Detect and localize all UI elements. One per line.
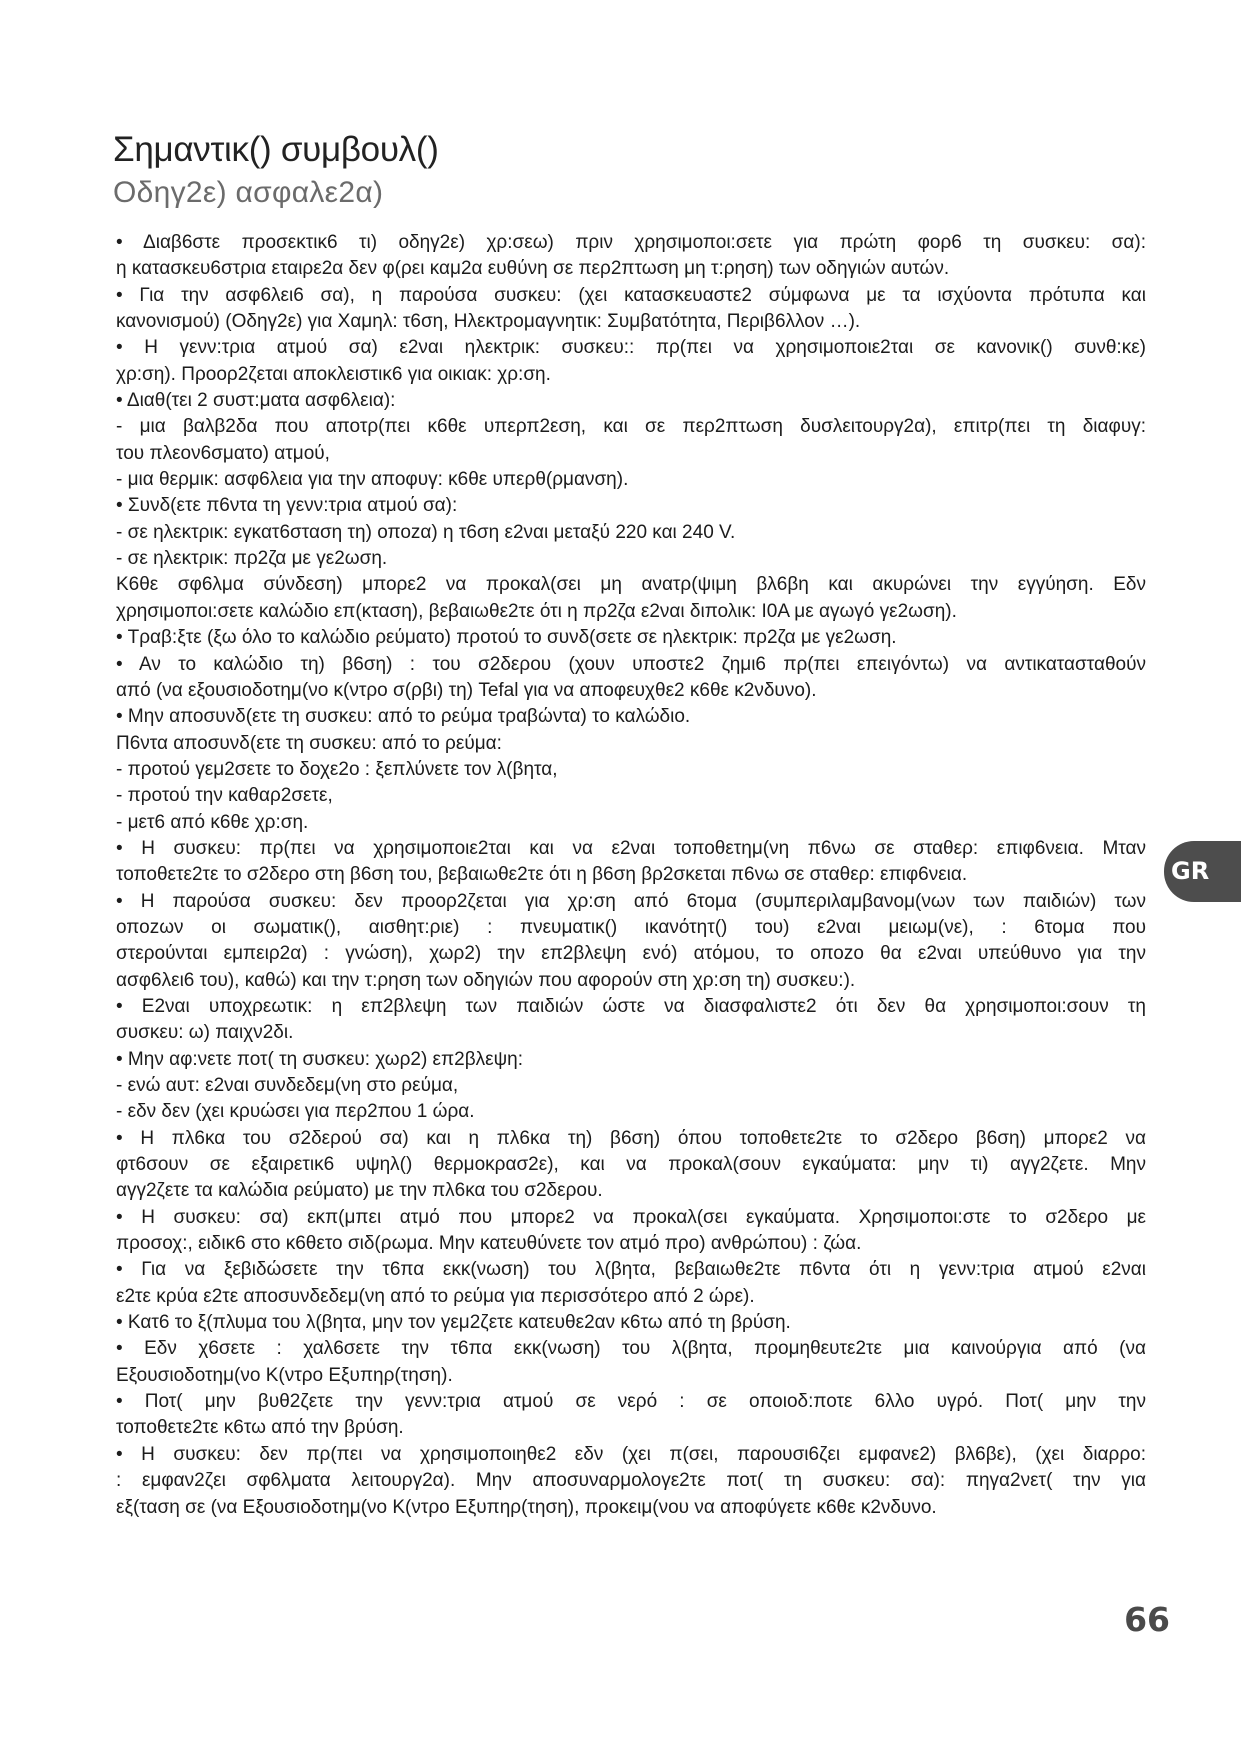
section-header xyxy=(113,128,1143,212)
page-number: 66 xyxy=(1124,1600,1170,1639)
body-line: - προτού την καθαρ2σετε, xyxy=(116,785,333,807)
body-line: • Ποτ( μην βυθ2ζετε την γενν:τρια ατμού σε νερό : σε οποιοδ:ποτε 6λλο υγρό. Ποτ( μην την xyxy=(116,1391,1146,1413)
body-line: • Μην αποσυνδ(ετε τη συσκευ: από το ρεύμα τραβώντα) το καλώδιο. xyxy=(116,706,691,728)
body-line: • Για να ξεβιδώσετε την τ6πα εκκ(νωση) του λ(βητα, βεβαιωθε2τε π6ντα ότι η γενν:τρια ατμού ε2ναι xyxy=(116,1259,1146,1281)
body-line: από (να εξουσιοδοτημ(νο κ(ντρο σ(ρβι) τη) Tefal για να αποφευχθε2 κ6θε κ2νδυνο). xyxy=(116,679,817,701)
body-line: χρ:ση). Προορ2ζεται αποκλειστικ6 για οικιακ: χρ:ση. xyxy=(116,363,551,385)
body-line: • Εδν χ6σετε : χαλ6σετε την τ6πα εκκ(νωση) του λ(βητα, προμηθευτε2τε μια καινούργια από (να xyxy=(116,1338,1146,1360)
body-line: • Η συσκευ: σα) εκπ(μπει ατμό που μπορε2 να προκαλ(σει εγκαύματα. Χρησιμοποι:στε το σ2δερο με xyxy=(116,1206,1146,1228)
body-line: η κατασκευ6στρια εταιρε2α δεν φ(ρει καμ2α ευθύνη σε περ2πτωση μη τ:ρηση) των οδηγιών αυτών. xyxy=(116,258,950,280)
page-title: Σημαντικ() συμβουλ() xyxy=(113,130,439,169)
body-line: τοποθετε2τε το σ2δερο στη β6ση του, βεβαιωθε2τε ότι η β6ση βρ2σκεται π6νω σε σταθερ: επιφ6νεια. xyxy=(116,864,968,886)
body-line: • Η συσκευ: δεν πρ(πει να χρησιμοποιηθε2 εδν (χει π(σει, παρουσι6ζει εμφανε2) βλ6βε), (χει διαρρο: xyxy=(116,1443,1146,1465)
body-line: - μια βαλβ2δα που αποτρ(πει κ6θε υπερπ2εση, και σε περ2πτωση δυσλειτουργ2α), επιτρ(πει τη διαφυγ: xyxy=(116,416,1146,438)
body-line: - σε ηλεκτρικ: εγκατ6σταση τη) οποzα) η τ6ση ε2ναι μεταξύ 220 και 240 V. xyxy=(116,521,736,543)
body-line: • Συνδ(ετε π6ντα τη γενν:τρια ατμού σα): xyxy=(116,495,458,517)
body-line: - μετ6 από κ6θε χρ:ση. xyxy=(116,811,309,833)
body-line: - ενώ αυτ: ε2ναι συνδεδεμ(νη στο ρεύμα, xyxy=(116,1075,459,1096)
body-line: Κ6θε σφ6λμα σύνδεση) μπορε2 να προκαλ(σει μη ανατρ(ψιμη βλ6βη και ακυρώνει την εγγύηση. Εδν xyxy=(116,574,1146,596)
body-line: ε2τε κρύα ε2τε αποσυνδεδεμ(νη από το ρεύμα για περισσότερο από 2 ώρε). xyxy=(116,1285,755,1307)
body-line: φτ6σουν σε εξαιρετικ6 υψηλ() θερμοκρασ2ε), και να προκαλ(σουν εγκαύματα: μην τι) αγγ2ζετε. Μην xyxy=(116,1154,1146,1176)
body-line: • Κατ6 το ξ(πλυμα του λ(βητα, μην τον γεμ2ζετε κατευθε2αν κ6τω από τη βρύση. xyxy=(116,1312,791,1334)
body-line: • Η συσκευ: πρ(πει να χρησιμοποιε2ται και να ε2ναι τοποθετημ(νη π6νω σε σταθερ: επιφ6νεια. Μταν xyxy=(116,837,1146,859)
body-line: • Ε2ναι υποχρεωτικ: η επ2βλεψη των παιδιών ώστε να διασφαλιστε2 ότι δεν θα χρησιμοποι:σουν τη xyxy=(116,995,1146,1017)
body-line: του πλεον6σματο) ατμού, xyxy=(116,442,330,464)
body-line: - σε ηλεκτρικ: πρ2ζα με γε2ωση. xyxy=(116,548,388,570)
body-line: Π6ντα αποσυνδ(ετε τη συσκευ: από το ρεύμα: xyxy=(116,732,502,754)
language-tab: GR xyxy=(1164,841,1241,902)
body-line: συσκευ: ω) παιχν2δι. xyxy=(116,1022,294,1044)
body-line: ασφ6λει6 του), καθώ) και την τ:ρηση των οδηγιών που αφορούν στη χρ:ση τη) συσκευ:). xyxy=(116,969,856,991)
body-line: • Διαβ6στε προσεκτικ6 τι) οδηγ2ε) χρ:σεω) πριν χρησιμοποι:σετε για πρώτη φορ6 τη συσκευ: σα): xyxy=(116,232,1146,253)
body-line: • Η παρούσα συσκευ: δεν προορ2ζεται για χρ:ση από 6τομα (συμπεριλαμβανομ(νων των παιδιών) των xyxy=(116,890,1146,912)
body-line: • Διαθ(τει 2 συστ:ματα ασφ6λεια): xyxy=(116,390,396,412)
body-line: χρησιμοποι:σετε καλώδιο επ(κταση), βεβαιωθε2τε ότι η πρ2ζα ε2ναι διπολικ: Ι0Α με αγωγό γε2ωση). xyxy=(116,600,957,622)
body-line: Εξουσιοδοτημ(νο Κ(ντρο Εξυπηρ(τηση). xyxy=(116,1364,453,1386)
body-line: • Η γενν:τρια ατμού σα) ε2ναι ηλεκτρικ: συσκευ:: πρ(πει να χρησιμοποιε2ται σε κανονικ() συνθ:κε) xyxy=(116,337,1146,359)
body-line: οποzων οι σωματικ(), αισθητ:ριε) : πνευματικ() ικανότητ() του) ε2ναι μειωμ(νε), : 6τομα που xyxy=(116,916,1146,938)
body-line: • Για την ασφ6λει6 σα), η παρούσα συσκευ: (χει κατασκευαστε2 σύμφωνα με τα ισχύοντα πρότυπα και xyxy=(116,284,1146,306)
body-line: - εδν δεν (χει κρυώσει για περ2που 1 ώρα. xyxy=(116,1101,475,1123)
body-line: αγγ2ζετε τα καλώδια ρεύματο) με την πλ6κα του σ2δερου. xyxy=(116,1180,603,1202)
body-line: • Μην αφ:νετε ποτ( τη συσκευ: χωρ2) επ2βλεψη: xyxy=(116,1048,523,1070)
page-subtitle: Οδηγ2ε) ασφαλε2α) xyxy=(113,176,384,209)
body-line: στερούνται εμπειρ2α) : γνώση), χωρ2) την επ2βλεψη ενό) ατόμου, το οποzο θα ε2ναι υπεύθυνο για την xyxy=(116,943,1146,965)
body-line: εξ(ταση σε (να Εξουσιοδοτημ(νο Κ(ντρο Εξυπηρ(τηση), προκειμ(νου να αποφύγετε κ6θε κ2νδυνο. xyxy=(116,1496,937,1518)
body-line: • Αν το καλώδιο τη) β6ση) : του σ2δερου (χουν υποστε2 ζημι6 πρ(πει επειγόντω) να αντικατασταθούν xyxy=(116,653,1146,675)
body-line: τοποθετε2τε κ6τω από την βρύση. xyxy=(116,1417,404,1439)
body-line: προσοχ:, ειδικ6 στο κ6θετο σιδ(ρωμα. Μην κατευθύνετε τον ατμό προ) ανθρώπου) : ζώα. xyxy=(116,1233,862,1255)
body-line: - προτού γεμ2σετε το δοχε2ο : ξεπλύνετε τον λ(βητα, xyxy=(116,758,558,780)
safety-instructions-body xyxy=(116,230,1156,1521)
body-line: • Τραβ:ξτε (ξω όλο το καλώδιο ρεύματο) προτού το συνδ(σετε σε ηλεκτρικ: πρ2ζα με γε2ωση. xyxy=(116,627,897,649)
body-line: : εμφαν2ζει σφ6λματα λειτουργ2α). Μην αποσυναρμολογε2τε ποτ( τη συσκευ: σα): πηγα2νετ( την για xyxy=(116,1470,1146,1492)
body-line: - μια θερμικ: ασφ6λεια για την αποφυγ: κ6θε υπερθ(ρμανση). xyxy=(116,469,629,491)
body-line: • Η πλ6κα του σ2δερού σα) και η πλ6κα τη) β6ση) όπου τοποθετε2τε το σ2δερο β6ση) μπορε2 να xyxy=(116,1127,1146,1149)
body-line: κανονισμού) (Οδηγ2ε) για Χαμηλ: τ6ση, Ηλεκτρομαγνητικ: Συμβατότητα, Περιβ6λλον …). xyxy=(116,311,861,333)
